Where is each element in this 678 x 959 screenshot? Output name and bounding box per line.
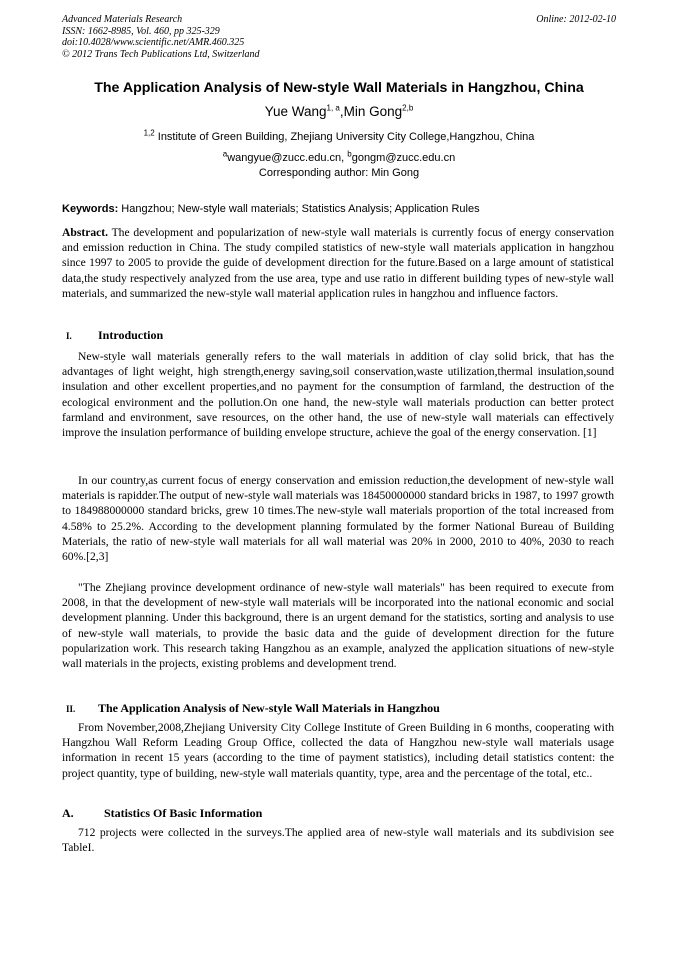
email-line [0, 151, 678, 165]
email-b: gongm@zucc.edu.cn [351, 152, 456, 164]
keywords: Hangzhou; New-style wall materials; Statistics Analysis; Application Rules [118, 203, 480, 215]
online-date: Online: 2012-02-10 [536, 14, 616, 25]
keywords-line [62, 202, 618, 216]
corresponding-author: Corresponding author: Min Gong [258, 167, 420, 179]
journal-header [62, 14, 260, 60]
issn-line: ISSN: 1662-8985, Vol. 460, pp 325-329 [62, 25, 220, 37]
section-heading-introduction [62, 328, 163, 344]
subsection-heading-basic-information [62, 806, 262, 821]
intro-paragraph-2: In our country,as current focus of energy conservation and emission reduction,the development of new-style wall materials is rapidder.The output of new-style wall materials was 18450000000 standard bricks in 1987, to 1997 growth to 184988000000 standard bricks, grew 10 times.The new-style wall materials proportion of the total increased from 4.58% to 25.2%. According to the development planning formulated by the former National Bureau of Building Materials, the ratio of new-style wall materials for all wall material was 20% in 2000, 2010 to 40%, 2030 to reach 60%.[2,3] [62, 474, 614, 564]
affiliation-sup: 1,2 [143, 128, 155, 138]
email-b-sup: b [347, 149, 352, 159]
subsection-a-paragraph-1: 712 projects were collected in the surveys.The applied area of new-style wall materials and its subdivision see TableI. [62, 826, 614, 855]
section-number: I. [66, 331, 72, 341]
author-2: Min Gong [343, 104, 403, 119]
author-1: Yue Wang [264, 104, 327, 119]
paper-title: The Application Analysis of New-style Wall Materials in Hangzhou, China [94, 80, 584, 96]
author-separator: , [339, 104, 344, 119]
author-line [0, 103, 678, 120]
email-a: wangyue@zucc.edu.cn, [227, 152, 348, 164]
subsection-title: Statistics Of Basic Information [104, 806, 263, 820]
abstract-text: The development and popularization of new-style wall materials is currently focus of energy conservation and emission reduction in China. The study compiled statistics of new-style wall materials application in hangzhou since 1997 to 2005 to provide the guide of development direction for the future.Based on a large amount of statistical data,the study respectively analyzed from the use area, type and use ratio in different building types of new-style wall materials, and summarized the new-style wall material application rules in hangzhou and influence factors. [62, 226, 614, 300]
copyright-line: © 2012 Trans Tech Publications Ltd, Switzerland [62, 48, 260, 60]
section-number: II. [66, 704, 76, 714]
intro-paragraph-1: New-style wall materials generally refers to the wall materials in addition of clay solid brick, that has the advantages of light weight, high strength,energy saving,soil conservation,waste utilization,thermal insulation,sound insulation and other excellent properties,and no payment for the consumption of farmland, the destruction of the ecological environment and the pollution.On one hand, the new-style wall materials production can better protect farmland and environment, save resources, on the other hand, the use of new-style wall materials can effectively improve the insulation performance of building envelope structure, achieve the goal of the energy conservation. [1] [62, 350, 614, 440]
section-heading-application-analysis [62, 701, 440, 717]
section-title: Introduction [98, 328, 164, 342]
affiliation: Institute of Green Building, Zhejiang University City College,Hangzhou, China [154, 131, 535, 143]
abstract [62, 225, 614, 301]
doi-line: doi:10.4028/www.scientific.net/AMR.460.325 [62, 37, 245, 48]
keywords-label: Keywords: [62, 203, 119, 215]
journal-name: Advanced Materials Research [62, 14, 183, 25]
section-title: The Application Analysis of New-style Wall Materials in Hangzhou [98, 701, 440, 715]
author-1-sup: 1, a [326, 103, 340, 113]
affiliation-line [0, 130, 678, 144]
email-a-sup: a [222, 149, 228, 159]
intro-paragraph-3: "The Zhejiang province development ordinance of new-style wall materials" has been required to execute from 2008, in that the development of new-style wall materials will be incorporated into the national economic and social development planning. Under this background, there is an urgent demand for the statistics, sorting and analysis to use of new-style wall materials, to provide the basic data and the guide of development direction for the future popularization work. This research taking Hangzhou as an example, analyzed the application situations of new-style wall materials in the projects, existing problems and development trend. [62, 581, 614, 671]
author-2-sup: 2,b [402, 103, 414, 113]
section2-paragraph-1: From November,2008,Zhejiang University City College Institute of Green Building in 6 months, cooperating with Hangzhou Wall Reform Leading Group Office, collected the data of Hangzhou new-style wall materials usage information in recent 15 years (according to the time of payment statistics), including detail statistics content: the project quantity, type of building, new-style wall materials quantity, type, area and the percentage of the total, etc.. [62, 721, 614, 780]
abstract-label: Abstract. [62, 226, 109, 239]
subsection-number: A. [62, 806, 74, 820]
